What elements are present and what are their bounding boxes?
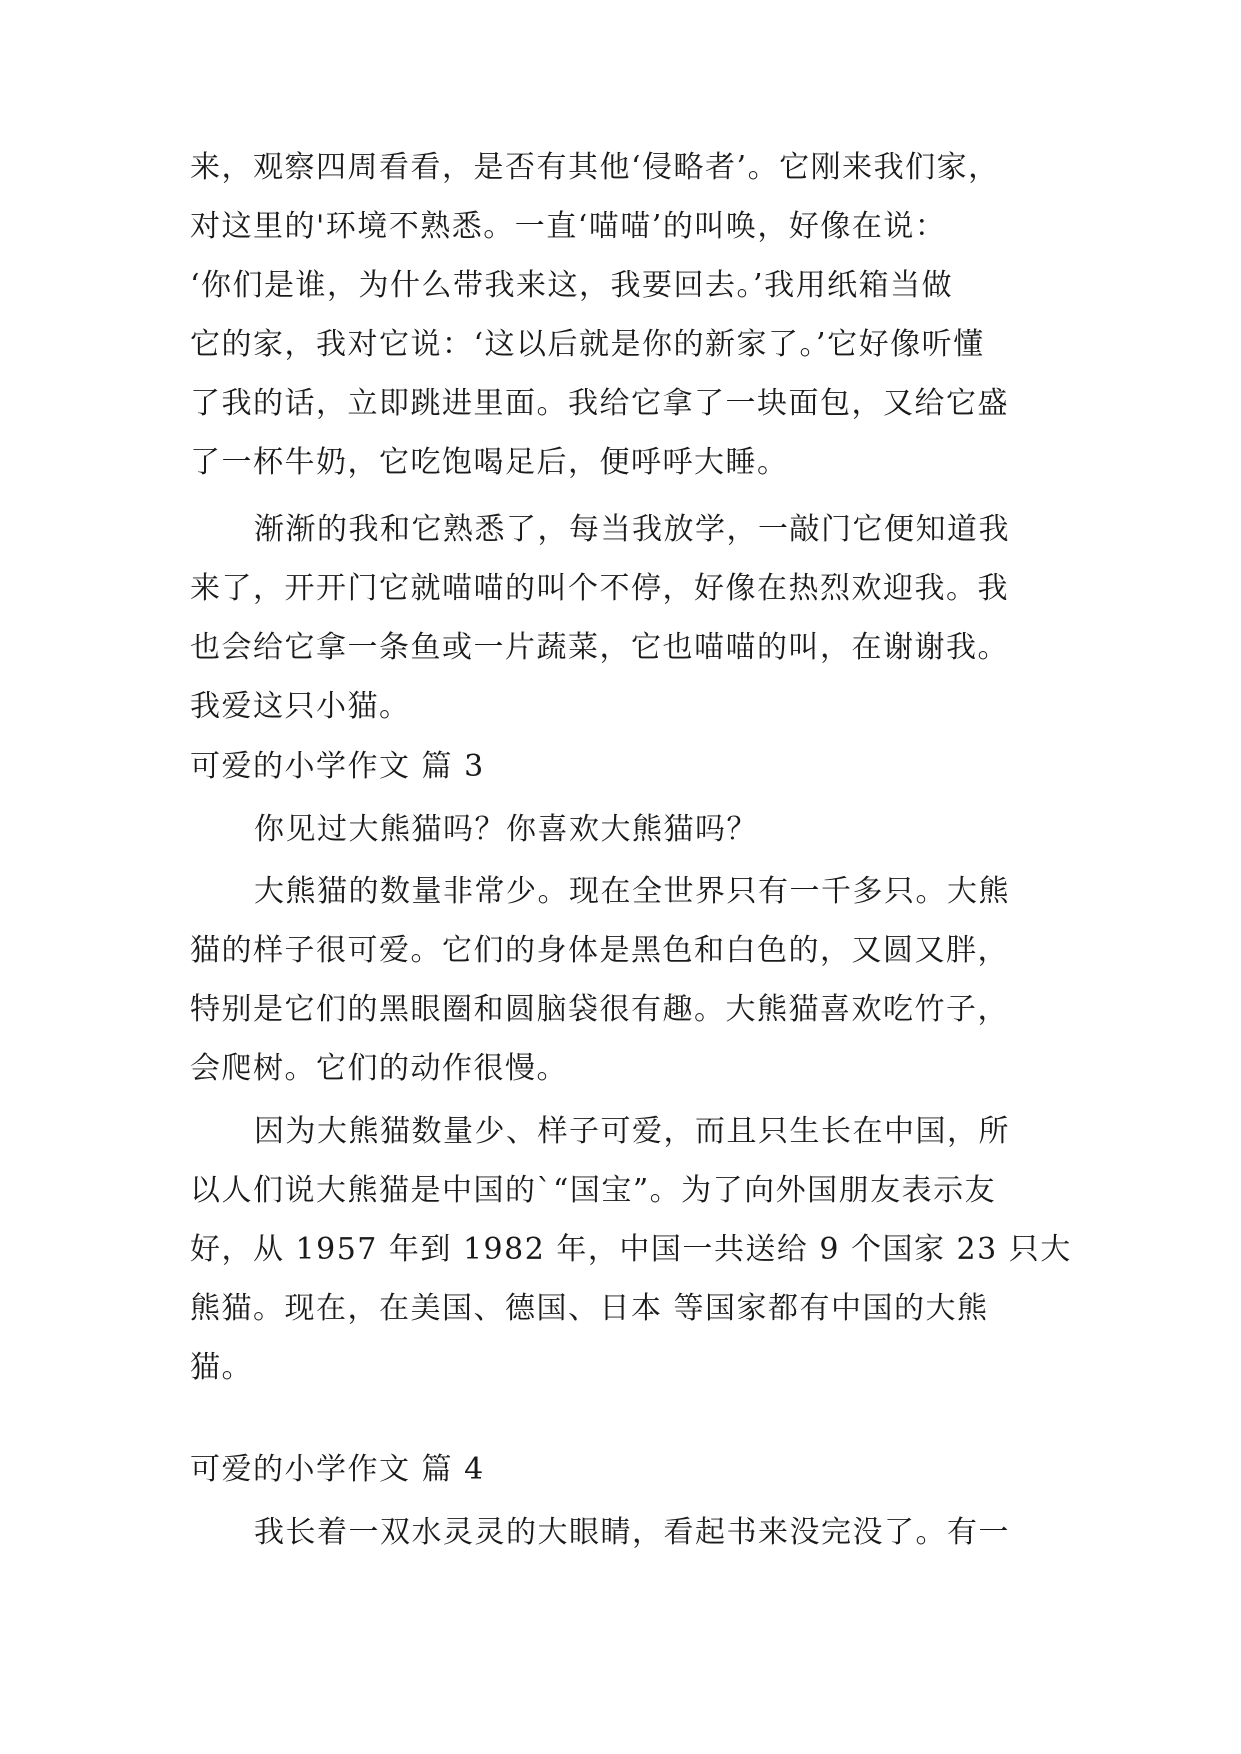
paragraph-line: 我爱这只小猫。 (190, 689, 411, 724)
section-heading: 可爱的小学作文 篇 4 (190, 1452, 485, 1487)
paragraph-line: 猫。 (190, 1350, 253, 1385)
paragraph-line: 会爬树。它们的动作很慢。 (190, 1051, 568, 1086)
paragraph-line: 对这里的'环境不熟悉。一直‘喵喵’的叫唤，好像在说： (190, 209, 947, 244)
paragraph-line: 以人们说大熊猫是中国的`“国宝”。为了向外国朋友表示友 (190, 1173, 997, 1208)
paragraph-line: 它的家，我对它说：‘这以后就是你的新家了。’它好像听懂 (190, 327, 985, 362)
paragraph-line: 来，观察四周看看，是否有其他‘侵略者’。它刚来我们家， (190, 150, 1000, 185)
paragraph-line: 我长着一双水灵灵的大眼睛，看起书来没完没了。有一 (254, 1515, 1010, 1550)
paragraph-line: 大熊猫的数量非常少。现在全世界只有一千多只。大熊 (254, 874, 1010, 909)
paragraph-line: 因为大熊猫数量少、样子可爱，而且只生长在中国，所 (254, 1114, 1010, 1149)
paragraph-line: 了我的话，立即跳进里面。我给它拿了一块面包，又给它盛 (190, 386, 1009, 421)
paragraph-line: 也会给它拿一条鱼或一片蔬菜，它也喵喵的叫，在谢谢我。 (190, 630, 1009, 665)
paragraph-line: 特别是它们的黑眼圈和圆脑袋很有趣。大熊猫喜欢吃竹子， (190, 992, 1009, 1027)
paragraph-line: 渐渐的我和它熟悉了，每当我放学，一敲门它便知道我 (254, 512, 1010, 547)
paragraph-line: 来了，开开门它就喵喵的叫个不停，好像在热烈欢迎我。我 (190, 571, 1009, 606)
paragraph-line: 了一杯牛奶，它吃饱喝足后，便呼呼大睡。 (190, 445, 789, 480)
paragraph-line: 好，从 1957 年到 1982 年，中国一共送给 9 个国家 23 只大 (190, 1232, 1072, 1267)
paragraph-line: ‘你们是谁，为什么带我来这，我要回去。’我用纸箱当做 (190, 268, 954, 303)
section-heading: 可爱的小学作文 篇 3 (190, 749, 485, 784)
paragraph-line: 你见过大熊猫吗？你喜欢大熊猫吗？ (254, 812, 758, 847)
paragraph-line: 熊猫。现在，在美国、德国、日本 等国家都有中国的大熊 (190, 1291, 989, 1326)
paragraph-line: 猫的样子很可爱。它们的身体是黑色和白色的，又圆又胖， (190, 933, 1009, 968)
